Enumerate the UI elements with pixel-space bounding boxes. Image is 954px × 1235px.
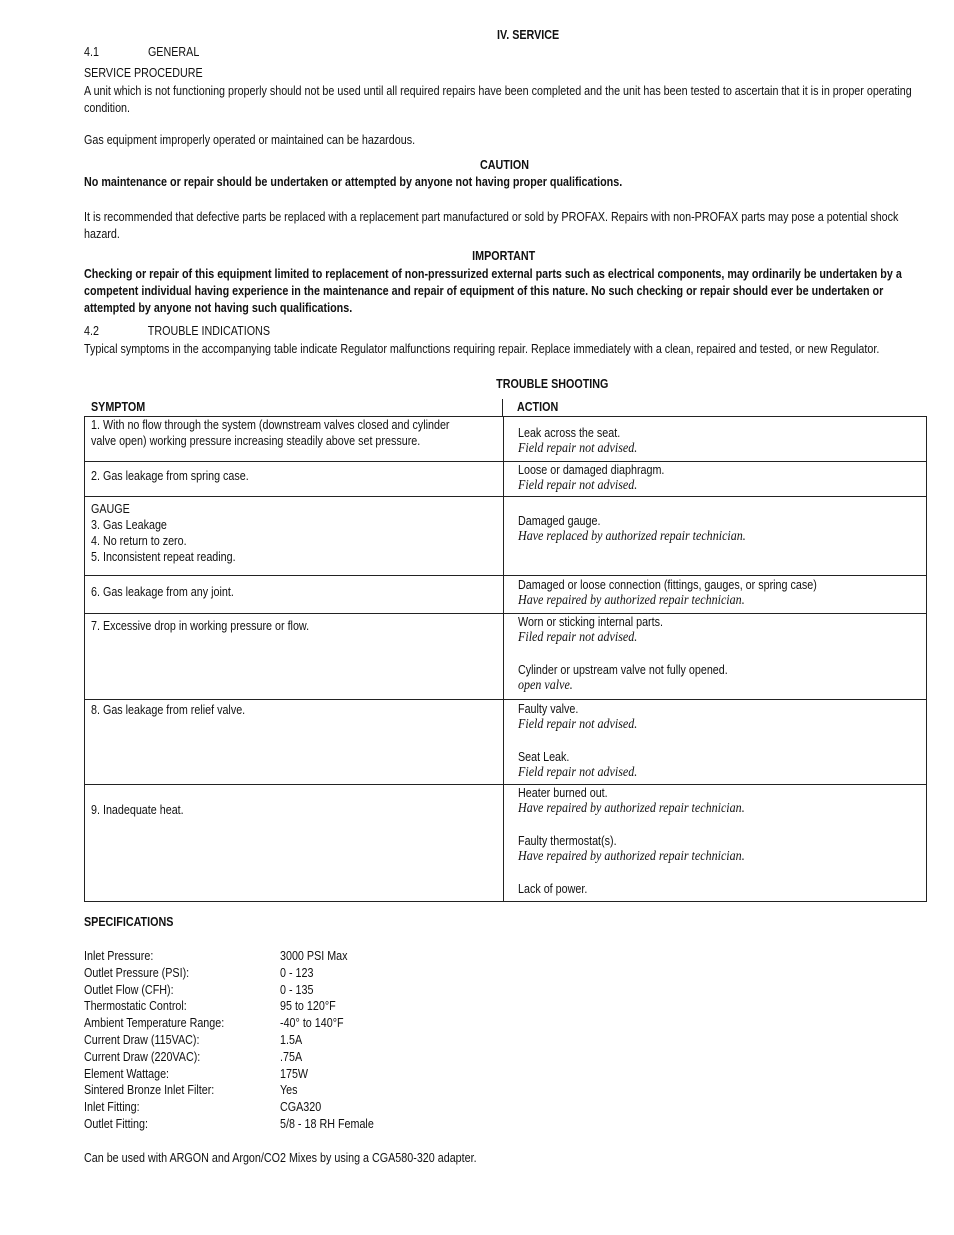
action-note: Have replaced by authorized repair technician. [518,529,746,544]
symptom-line: 1. With no flow through the system (downstream valves closed and cylinder [91,418,450,432]
table-row [85,614,927,700]
action-cell [504,576,927,614]
symptom-cell [85,614,504,700]
recommend-text: It is recommended that defective parts be replaced with a replacement part manufactured or sold by PROFAX. Repairs with non-PROFAX parts may pose a potential shock hazard. [84,210,899,241]
symptom-line: 3. Gas Leakage [91,518,167,532]
spec-value: 175W [280,1066,309,1081]
symptom-line: 9. Inadequate heat. [91,803,184,817]
symptom-line: 7. Excessive drop in working pressure or flow. [91,619,310,633]
caution-text: No maintenance or repair should be undertaken or attempted by anyone not having proper qualifications. [84,175,623,189]
table-row [85,700,927,785]
spec-value: .75A [280,1049,303,1064]
symptom-cell [85,497,504,576]
symptom-line: GAUGE [91,502,130,516]
symptom-line: 6. Gas leakage from any joint. [91,585,234,599]
spec-value: 95 to 120°F [280,999,336,1014]
section-4-1 [84,45,199,59]
action-text: Damaged or loose connection (fittings, gauges, or spring case) [518,578,817,592]
spec-value: 5/8 - 18 RH Female [280,1117,374,1131]
spec-label: Sintered Bronze Inlet Filter: [84,1083,215,1098]
spec-label: Outlet Fitting: [84,1117,148,1131]
specifications-footer: Can be used with ARGON and Argon/CO2 Mixes by using a CGA580-320 adapter. [84,1151,477,1165]
symptom-cell [85,462,504,497]
action-note: Have repaired by authorized repair technician. [518,849,745,864]
spec-value: CGA320 [280,1100,322,1115]
spec-label: Inlet Fitting: [84,1100,140,1115]
action-text: Heater burned out. [518,786,608,800]
symptom-line: valve open) working pressure increasing steadily above set pressure. [91,434,421,448]
symptom-line: 8. Gas leakage from relief valve. [91,703,246,717]
spec-value: Yes [280,1083,298,1098]
service-procedure-heading: SERVICE PROCEDURE [84,66,203,80]
spec-label: Inlet Pressure: [84,949,154,963]
action-note: Field repair not advised. [518,478,638,493]
action-cell [504,462,927,497]
action-text: Damaged gauge. [518,514,601,528]
spec-label: Current Draw (220VAC): [84,1049,201,1064]
spec-value: 0 - 135 [280,982,314,997]
action-text: Lack of power. [518,882,588,896]
header-divider [502,399,503,416]
action-note: Field repair not advised. [518,441,638,456]
hazard-text: Gas equipment improperly operated or maintained can be hazardous. [84,133,416,147]
action-text: Seat Leak. [518,750,570,764]
table-row [85,785,927,902]
caution-title: CAUTION [479,158,529,172]
action-note: Field repair not advised. [518,717,638,732]
action-cell [504,497,927,576]
action-note: Have repaired by authorized repair technician. [518,801,745,816]
action-note: Filed repair not advised. [518,630,638,645]
action-cell [504,614,927,700]
symptom-column-header: SYMPTOM [91,400,146,414]
trouble-shooting-table [84,416,927,902]
symptom-line: 4. No return to zero. [91,534,187,548]
spec-label: Outlet Flow (CFH): [84,982,174,997]
action-text: Faulty valve. [518,702,579,716]
spec-label: Element Wattage: [84,1066,170,1081]
action-text: Faulty thermostat(s). [518,834,617,848]
symptom-cell [85,576,504,614]
service-procedure-text: A unit which is not functioning properly should not be used until all required repairs have been completed and the unit has been tested to ascertain that it is in proper operating condition. [84,84,912,115]
action-cell [504,417,927,462]
section-label: GENERAL [147,45,200,59]
action-text: Worn or sticking internal parts. [518,615,663,629]
trouble-indications-text: Typical symptoms in the accompanying table indicate Regulator malfunctions requiring repair. Replace immediately with a clean, repaired and tested, or new Regulator. [84,342,880,356]
action-cell [504,700,927,785]
section-number: 4.2 [84,324,99,338]
action-note: Field repair not advised. [518,765,638,780]
table-row [85,576,927,614]
spec-label: Current Draw (115VAC): [84,1033,200,1047]
spec-label: Outlet Pressure (PSI): [84,965,190,980]
spec-value: 1.5A [280,1033,303,1047]
symptom-cell [85,417,504,462]
table-row [85,417,927,462]
symptom-line: 5. Inconsistent repeat reading. [91,550,236,564]
important-text: Checking or repair of this equipment limited to replacement of non-pressurized external parts such as electrical components, may ordinarily be undertaken by a competent individual having experience in the maintenance and repair of equipment of this nature. No such checking or repair should ever be undertaken or attempted by anyone not having such qualifications. [84,267,902,315]
action-text: Loose or damaged diaphragm. [518,463,665,477]
action-note: open valve. [518,678,573,693]
spec-value: -40° to 140°F [280,1016,344,1031]
important-title: IMPORTANT [472,249,536,263]
section-title: IV. SERVICE [496,28,560,42]
action-note: Have repaired by authorized repair technician. [518,593,745,608]
spec-label: Thermostatic Control: [84,999,187,1014]
spec-label: Ambient Temperature Range: [84,1016,225,1031]
table-row [85,462,927,497]
action-column-header: ACTION [517,400,559,414]
symptom-cell [85,700,504,785]
spec-value: 0 - 123 [280,965,314,980]
section-4-2 [84,324,270,338]
section-number: 4.1 [84,45,99,59]
action-text: Cylinder or upstream valve not fully opened. [518,663,728,677]
trouble-shooting-title: TROUBLE SHOOTING [495,377,609,391]
specifications-title: SPECIFICATIONS [84,915,174,929]
section-label: TROUBLE INDICATIONS [147,324,271,338]
spec-value: 3000 PSI Max [280,949,348,963]
symptom-cell [85,785,504,902]
symptom-line: 2. Gas leakage from spring case. [91,469,249,483]
table-row [85,497,927,576]
action-cell [504,785,927,902]
action-text: Leak across the seat. [518,426,621,440]
